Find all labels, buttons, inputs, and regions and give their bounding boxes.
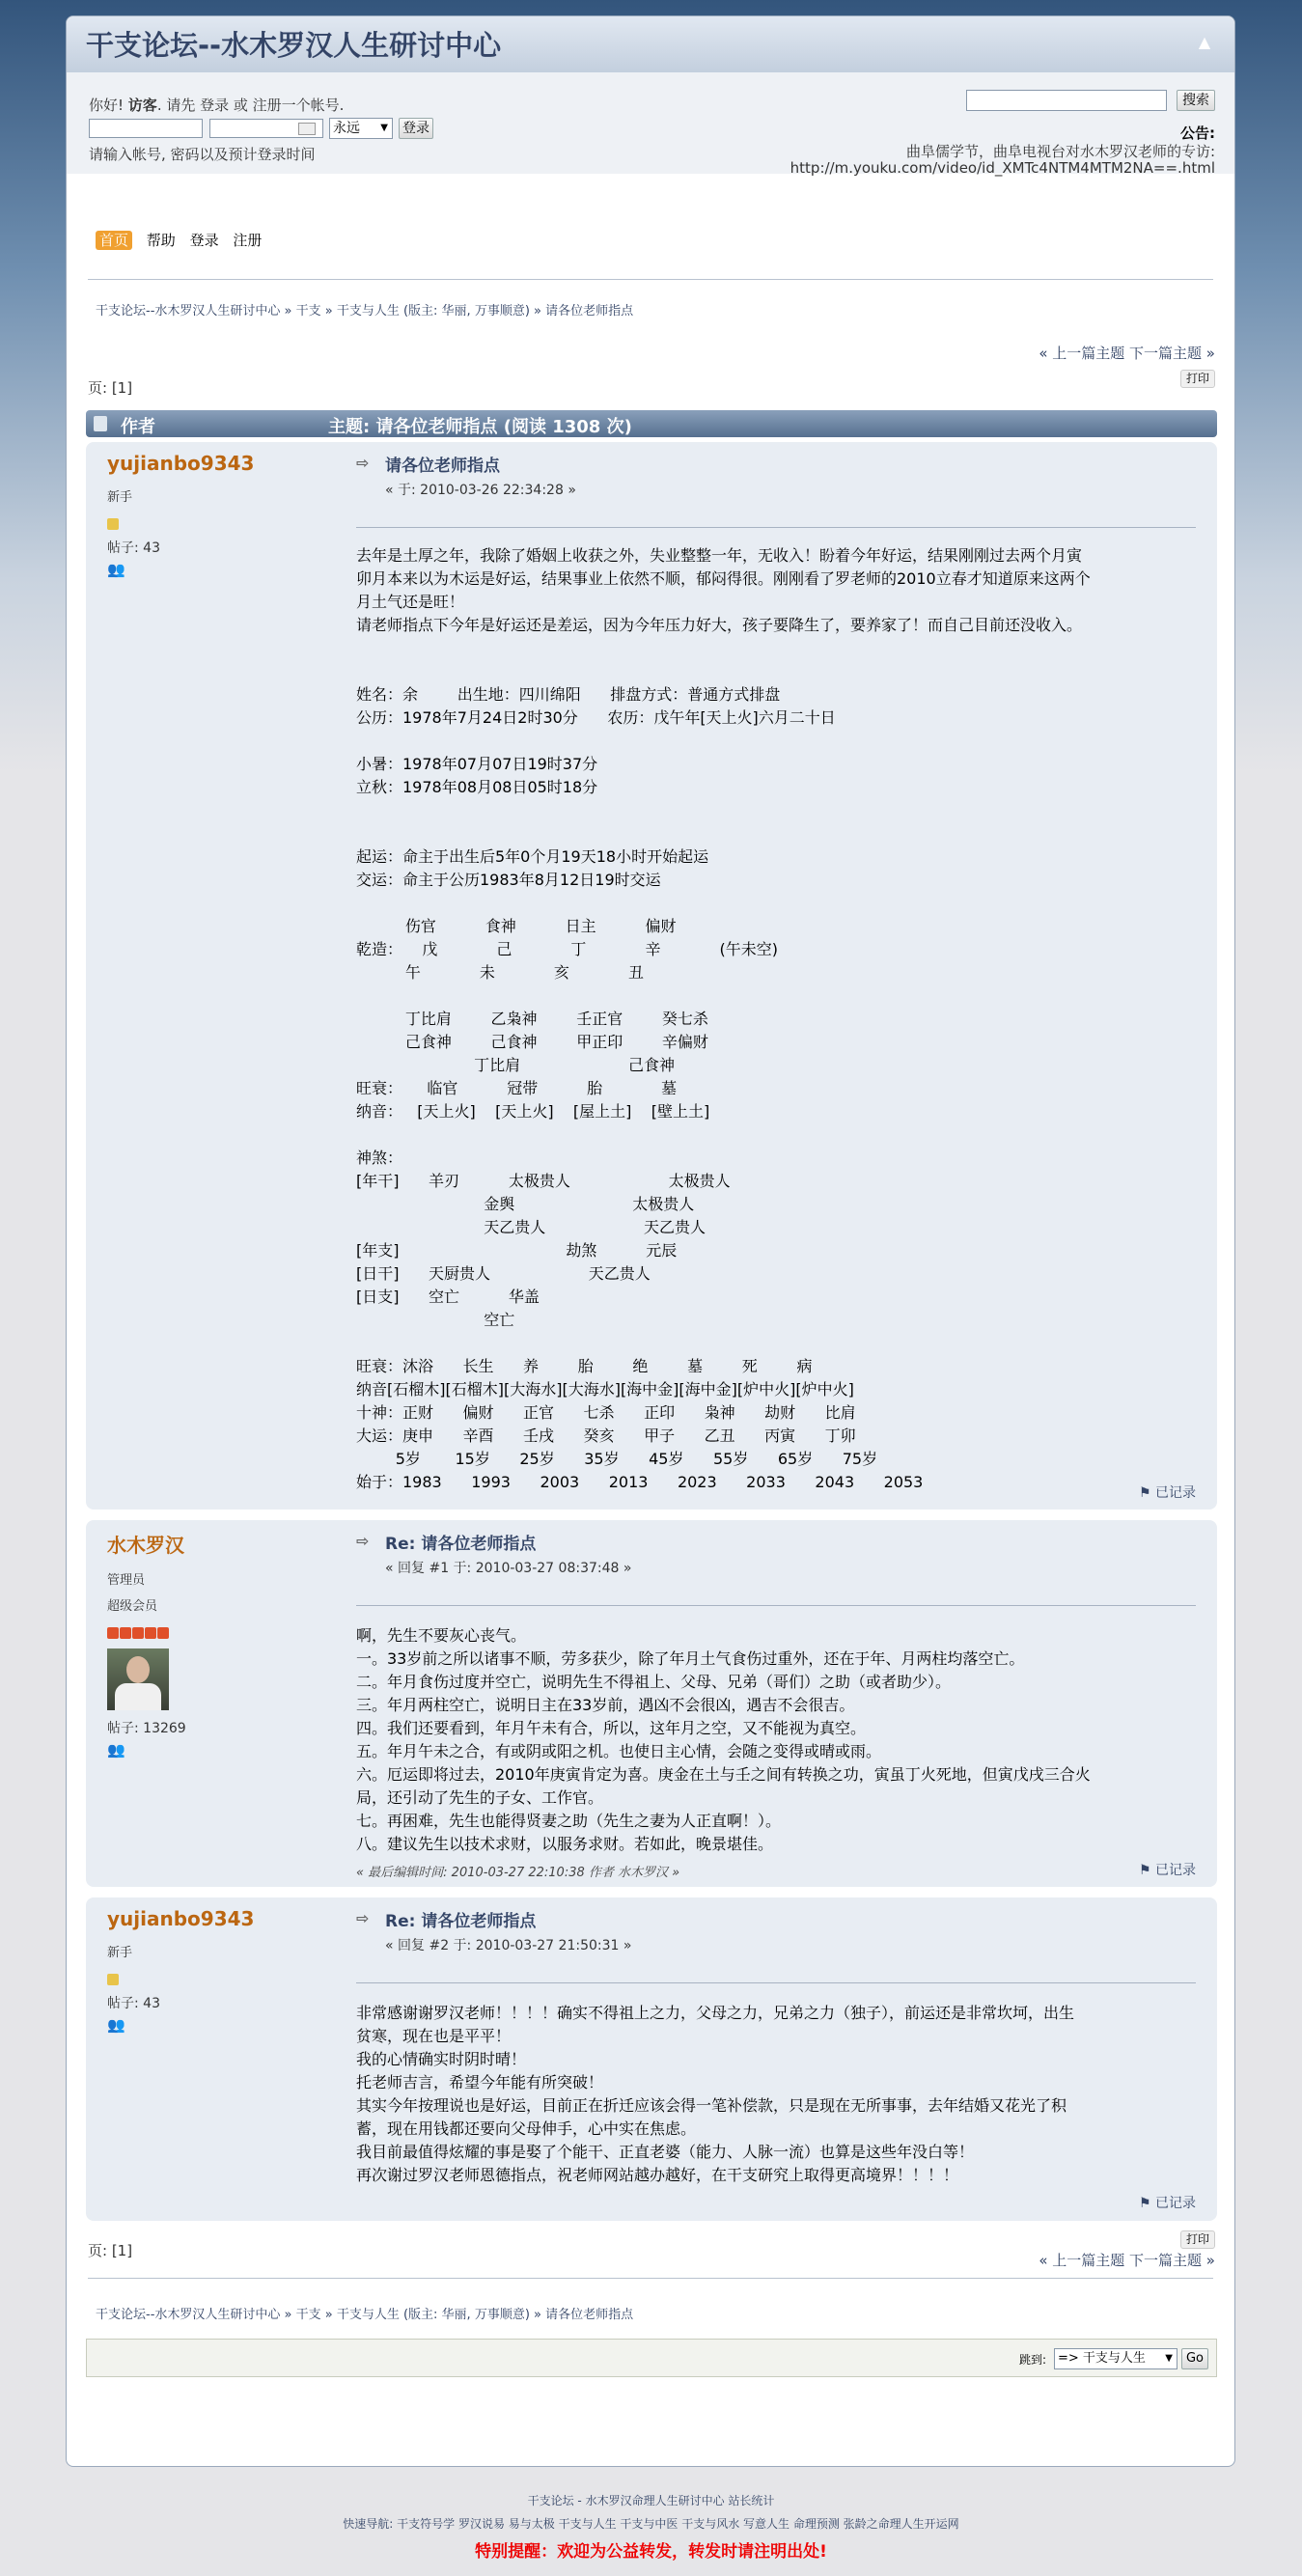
star-icon [107, 518, 119, 530]
star-icon [145, 1627, 156, 1639]
post-date: « 回复 #2 于: 2010-03-27 21:50:31 » [385, 1938, 632, 1953]
topic-nav[interactable]: « 上一篇主题 下一篇主题 » [1039, 345, 1215, 362]
menu-login[interactable]: 登录 [189, 232, 219, 249]
post-count: 帖子: 13269 [107, 1721, 186, 1736]
rank-stars [107, 1972, 329, 1985]
breadcrumb-item[interactable]: 干支论坛--水木罗汉人生研讨中心 [96, 2308, 281, 2322]
profile-icon[interactable]: 👥 [107, 1741, 125, 1759]
post-body: 啊，先生不要灰心丧气。 一。33岁前之所以诸事不顺，劳多获少，除了年月土气食伤过重外，还在于年、月两柱均落空亡。 二。年月食伤过度并空亡，说明先生不得祖上、父母、兄弟（哥们）之助（或者助少）。 三。年月两柱空亡，说明日主在33岁前，遇凶不会很凶，遇吉不会很吉。 四。我们还要看到，年月午未有合，所以，这年月之空，又不能视为真空。 五。年月午未之合，有或阴或阳之机。也使日主心情，会随之变得或晴或雨。 六。厄运即将过去，2010年庚寅肯定为喜。庚金在土与壬之间有转换之功，寅虽丁火死地，但寅戊戌三合火 局，还引动了先生的子女、工作官。 七。再困难，先生也能得贤妻之助（先生之妻为人正直啊！）。 八。建议先生以技术求财，以服务求财。若如此，晚景堪佳。 [356, 1626, 1091, 1853]
menu-divider [88, 279, 1213, 280]
report-icon: ⚑ [1138, 2196, 1155, 2211]
star-icon [157, 1627, 169, 1639]
footer-warning: 特别提醒：欢迎为公益转发，转发时请注明出处! [475, 2542, 827, 2562]
profile-icon[interactable]: 👥 [107, 2016, 125, 2034]
jump-bar [86, 2339, 1217, 2377]
rank-stars [107, 516, 329, 530]
report-label[interactable]: 已记录 [1155, 1485, 1196, 1501]
greeting [89, 95, 344, 115]
search-button[interactable]: 搜索 [1177, 90, 1215, 111]
greeting-prefix: 你好! [89, 97, 125, 114]
poster-name[interactable]: yujianbo9343 [107, 1907, 255, 1930]
report-link[interactable] [1139, 1482, 1196, 1502]
print-button[interactable]: 打印 [1180, 370, 1215, 388]
post-2 [86, 1520, 1217, 1887]
breadcrumb-item[interactable]: 干支 [295, 2308, 321, 2322]
report-link[interactable] [1139, 1860, 1196, 1879]
breadcrumb: 干支论坛--水木罗汉人生研讨中心 » 干支 » 干支与人生 (版主: 华丽, 万事顺意) » 请各位老师指点 [96, 304, 634, 319]
report-link[interactable] [1139, 2193, 1196, 2212]
keyboard-icon[interactable] [298, 123, 316, 135]
breadcrumb-item[interactable]: 请各位老师指点 [545, 2308, 634, 2322]
post-header [356, 1907, 1196, 1954]
chevron-up-icon[interactable]: ▲ [1198, 33, 1211, 51]
report-icon: ⚑ [1138, 1863, 1155, 1878]
poster-info [107, 452, 329, 578]
print-button[interactable]: 打印 [1180, 2230, 1215, 2249]
post-icon: ⇨ [356, 454, 370, 472]
post-header [356, 1530, 1196, 1577]
post-count: 帖子: 43 [107, 1996, 160, 2011]
post-separator [356, 1605, 1196, 1606]
report-icon: ⚑ [1138, 1485, 1155, 1501]
jump-option: => 干支与人生 [1058, 2351, 1146, 2366]
chevron-down-icon: ▼ [380, 123, 388, 133]
go-button[interactable]: Go [1181, 2348, 1208, 2369]
post-date: « 回复 #1 于: 2010-03-27 08:37:48 » [385, 1561, 632, 1576]
login-button[interactable]: 登录 [399, 118, 433, 139]
breadcrumb-item[interactable]: 干支论坛--水木罗汉人生研讨中心 [96, 304, 281, 319]
subject-column: 主题: 请各位老师指点 (阅读 1308 次) [328, 417, 632, 437]
forum-title[interactable]: 干支论坛--水木罗汉人生研讨中心 [86, 29, 502, 62]
star-icon [107, 1974, 119, 1985]
menu-register[interactable]: 注册 [233, 232, 263, 249]
poster-info [107, 1907, 329, 2034]
poster-role: 新手 [107, 490, 133, 505]
post-title[interactable] [356, 1530, 1196, 1554]
nav-divider [88, 2278, 1213, 2279]
star-icon [107, 1627, 119, 1639]
document-icon [94, 416, 107, 431]
poster-role: 新手 [107, 1946, 133, 1960]
post-separator [356, 527, 1196, 528]
post-title[interactable] [356, 452, 1196, 476]
post-title[interactable] [356, 1907, 1196, 1931]
post-1 [86, 442, 1217, 1510]
search-input[interactable] [966, 90, 1167, 111]
post-date: « 于: 2010-03-26 22:34:28 » [385, 483, 576, 498]
post-separator [356, 1982, 1196, 1983]
footer-links[interactable]: 干支论坛 - 水木罗汉命理人生研讨中心 站长统计 [527, 2494, 775, 2507]
notice-line1: 曲阜儒学节，曲阜电视台对水木罗汉老师的专访: [905, 143, 1215, 160]
post-title-text[interactable]: 请各位老师指点 [385, 457, 500, 476]
pagination[interactable]: 页: [1] [88, 2242, 133, 2259]
quick-nav[interactable]: 快速导航: 干支符号学 罗汉说易 易与太极 干支与人生 干支与中医 干支与风水 写意人生 命理预测 张龄之命理人生开运网 [343, 2517, 959, 2531]
pagination[interactable]: 页: [1] [88, 379, 133, 397]
post-icon: ⇨ [356, 1909, 370, 1927]
notice-link[interactable]: http://m.youku.com/video/id_XMTc4NTM4MTM2NA==.html [790, 159, 1215, 177]
post-title-text[interactable]: Re: 请各位老师指点 [385, 1912, 537, 1931]
topic-nav[interactable]: « 上一篇主题 下一篇主题 » [1039, 2252, 1215, 2269]
breadcrumb: 干支论坛--水木罗汉人生研讨中心 » 干支 » 干支与人生 (版主: 华丽, 万事顺意) » 请各位老师指点 [96, 2308, 634, 2322]
post-icon: ⇨ [356, 1532, 370, 1550]
forum-container [66, 15, 1235, 2467]
breadcrumb-item[interactable]: 干支 [295, 304, 321, 319]
post-body: 去年是土厚之年，我除了婚姻上收获之外，失业整整一年，无收入！盼着今年好运，结果刚刚过去两个月寅 卯月本来以为木运是好运，结果事业上依然不顺，郁闷得很。刚刚看了罗老师的2010立春才知道原来这两个 月土气还是旺！ 请老师指点下今年是好运还是差运，因为今年压力好大，孩子要降生了，要养家了！而自己目前还没收入。 姓名：余 出生地：四川绵阳 排盘方式：普通方式排盘 公历：1978年7月24日2时30分 农历：戊午年[天上火]六月二十日 小暑：1978年07月07日19时37分 立秋：1978年08月08日05时18分 起运：命主于出生后5年0个月19天18小时开始起运 交运：命主于公历1983年8月12日19时交运 伤官 食神 日主 偏财 乾造： 戊 己 丁 辛 (午未空) 午 未 亥 丑 丁比肩 乙枭神 壬正官 癸七杀 己食神 己食神 甲正印 辛偏财 丁比肩 己食神 旺衰： 临官 冠带 胎 墓 纳音： [天上火] [天上火] [屋上土] [壁上土] 神煞： [年干] 羊刃 太极贵人 太极贵人 金舆 太极贵人 天乙贵人 天乙贵人 [年支] 劫煞 元辰 [日干] 天厨贵人 天乙贵人 [日支] 空亡 华盖 空亡 旺衰：沐浴 长生 养 胎 绝 墓 死 病 纳音[石榴木][石榴木][大海水][大海水][海中金][海中金][炉中火][炉中火] 十神：正财 偏财 正官 七杀 正印 枭神 劫财 比肩 大运：庚申 辛酉 壬戌 癸亥 甲子 乙丑 丙寅 丁卯 5岁 15岁 25岁 35岁 45岁 55岁 65岁 75岁 始于：1983 1993 2003 2013 2023 2033 2043 2053 [356, 546, 1091, 1491]
rank-stars [107, 1625, 329, 1639]
poster-info [107, 1530, 329, 1759]
header-bar [67, 16, 1234, 72]
poster-role: 管理员 [107, 1573, 146, 1588]
topic-header [86, 410, 1217, 437]
star-icon [120, 1627, 131, 1639]
profile-icon[interactable]: 👥 [107, 561, 125, 578]
poster-group: 超级会员 [107, 1599, 158, 1614]
poster-name[interactable]: yujianbo9343 [107, 452, 255, 475]
post-header [356, 452, 1196, 499]
avatar [107, 1648, 169, 1710]
poster-name[interactable]: 水木罗汉 [107, 1534, 184, 1557]
menu-help[interactable]: 帮助 [146, 232, 176, 249]
username-input[interactable] [89, 119, 203, 138]
notice-label: 公告: [1180, 125, 1215, 142]
guest-label: 访客 [127, 97, 157, 114]
post-title-text[interactable]: Re: 请各位老师指点 [385, 1535, 537, 1554]
breadcrumb-item[interactable]: 请各位老师指点 [545, 304, 634, 319]
last-edit: « 最后编辑时间: 2010-03-27 22:10:38 作者 水木罗汉 » [356, 1866, 680, 1880]
greeting-rest[interactable]: . 请先 登录 或 注册一个帐号. [156, 97, 345, 114]
star-icon [132, 1627, 144, 1639]
main-menu [96, 230, 271, 250]
jump-select[interactable] [1054, 2348, 1177, 2369]
post-count: 帖子: 43 [107, 540, 160, 556]
breadcrumb-item[interactable]: 干支与人生 (版主: 华丽, 万事顺意) [336, 304, 530, 319]
author-column: 作者 [121, 417, 155, 437]
breadcrumb-item[interactable]: 干支与人生 (版主: 华丽, 万事顺意) [336, 2308, 530, 2322]
login-hint: 请输入帐号, 密码以及预计登录时间 [89, 146, 316, 163]
report-label[interactable]: 已记录 [1155, 2196, 1196, 2211]
post-body: 非常感谢谢罗汉老师！！！！确实不得祖上之力，父母之力，兄弟之力（独子），前运还是非常坎坷，出生 贫寒，现在也是平平！ 我的心情确实时阴时晴！ 托老师吉言，希望今年能有所突破！ 其实今年按理说也是好运，目前正在折迁应该会得一笔补偿款，只是现在无所事事，去年结婚又花光了积 蓄，现在用钱都还要向父母伸手，心中实在焦虑。 我目前最值得炫耀的事是娶了个能干、正直老婆（能力、人脉一流）也算是这些年没白等！ 再次谢过罗汉老师恩德指点，祝老师网站越办越好，在干支研究上取得更高境界！！！！ [356, 2004, 1075, 2184]
report-label[interactable]: 已记录 [1155, 1863, 1196, 1878]
chevron-down-icon: ▼ [1165, 2353, 1173, 2364]
session-option: 永远 [333, 121, 360, 136]
session-length-select[interactable] [329, 118, 393, 139]
menu-home[interactable]: 首页 [96, 231, 132, 250]
jump-label: 跳到: [1018, 2353, 1046, 2367]
post-3 [86, 1897, 1217, 2221]
